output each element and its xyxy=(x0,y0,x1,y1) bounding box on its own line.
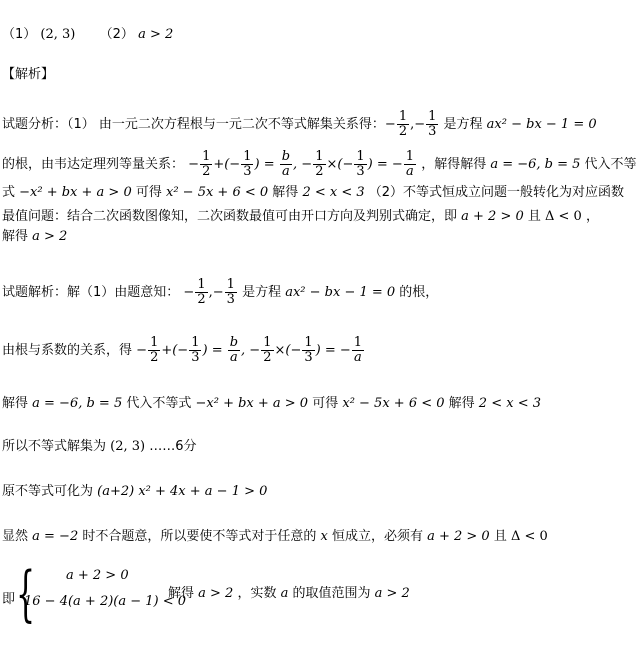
solution-line-3 xyxy=(2,395,541,413)
solution-l6-mid2: 恒成立，必须有 xyxy=(327,529,428,544)
solution-values: a = −6, b = 5 xyxy=(490,157,581,172)
solution-line-1 xyxy=(2,278,438,308)
analysis-result: a > 2 xyxy=(32,229,68,244)
solution-l3-mid1: 代入不等式 xyxy=(122,396,196,411)
solution-l6-delta: Δ < 0 xyxy=(510,529,548,544)
analysis-l3-suffix: （2）不等式恒成立问题一般转化为对应函数 xyxy=(364,185,625,200)
variable-x: x xyxy=(320,529,328,544)
inequality-1: −x² + bx + a > 0 xyxy=(19,185,132,200)
solution-l6-mid: 时不合题意，所以要使不等式对于任意的 xyxy=(78,529,321,544)
analysis-line-3 xyxy=(2,184,624,202)
analysis-line-1 xyxy=(2,110,597,140)
minus-sign: − xyxy=(384,117,396,132)
analysis-l3-prefix: 式 xyxy=(2,185,20,200)
left-brace: { xyxy=(16,559,36,629)
final-range: a > 2 xyxy=(374,586,410,601)
solution-l1-end: 的根， xyxy=(395,285,439,300)
solution-line-4 xyxy=(2,438,197,456)
analysis-l1-text: 试题分析：（1） 由一元二次方程根与一元二次不等式解集关系得： xyxy=(2,117,385,132)
analysis-l1-suffix: 是方程 xyxy=(439,117,487,132)
solution-l7-mid: 解得 xyxy=(168,586,199,601)
analysis-line-5 xyxy=(2,228,67,246)
fraction-one-half: $\frac{1}{2}$ xyxy=(398,109,408,139)
solution-l6-cond: a + 2 > 0 xyxy=(427,529,490,544)
solution-l2-text: 由根与系数的关系，得 xyxy=(2,343,133,358)
equation-quadratic: ax² − bx − 1 = 0 xyxy=(486,117,597,132)
vieta-equations-2: − $\frac{1}{2}$ +(− $\frac{1}{3}$ ) = $\frac{b}{a}$ , − $\frac{1}{2}$ ×(− $\frac{1}{3}$ ) = − $\frac{1}{a}$ xyxy=(136,335,363,365)
system-line-1: a + 2 > 0 xyxy=(66,568,129,583)
solution-l6-text: 显然 xyxy=(2,529,33,544)
analysis-l5-text: 解得 xyxy=(2,229,33,244)
solution-l3-ineq2: x² − 5x + 6 < 0 xyxy=(342,396,445,411)
solution-l3-ineq: −x² + bx + a > 0 xyxy=(195,396,309,411)
solution-l3-text: 解得 xyxy=(2,396,33,411)
roots-expression: − $\frac{1}{2}$ ,− $\frac{1}{3}$ xyxy=(183,277,235,307)
analysis-l3-mid1: 可得 xyxy=(131,185,166,200)
solution-l4-text: 所以不等式解集为 xyxy=(2,439,111,454)
answer-part2-value: a > 2 xyxy=(138,27,174,42)
solution-l7-a: a xyxy=(280,586,289,601)
solution-l3-mid2: 可得 xyxy=(308,396,343,411)
answer-line xyxy=(2,26,173,44)
solution-l7-tail xyxy=(168,582,410,601)
solution-line-2 xyxy=(2,336,365,366)
answer-part1-value: (2, 3) xyxy=(40,27,76,42)
solution-l6-and: 且 xyxy=(489,529,511,544)
fraction-one-third: $\frac{1}{3}$ xyxy=(428,109,437,139)
system-line-2: 16 − 4(a + 2)(a − 1) < 0 xyxy=(24,594,187,609)
analysis-l2-suffix: 代入不等 xyxy=(580,157,637,172)
analysis-l4-text: 最值问题：结合二次函数图像知，二次函数最值可由开口方向及判别式确定，即 xyxy=(2,209,462,224)
solution-line-6 xyxy=(2,528,548,546)
vieta-equations: − $\frac{1}{2}$ +(− $\frac{1}{3}$ ) = $\frac{b}{a}$ , − $\frac{1}{2}$ ×(− $\frac{1}{3}$ ) = − $\frac{1}{a}$ xyxy=(188,149,415,179)
solution-l3-result: 2 < x < 3 xyxy=(478,396,541,411)
solution-l1-suffix: 是方程 xyxy=(242,285,286,300)
a-equals-minus-two: a = −2 xyxy=(32,529,79,544)
solution-l7-mid2: ，实数 xyxy=(233,586,281,601)
score-note: ……6分 xyxy=(145,439,197,454)
analysis-l4-suffix: ， xyxy=(581,209,599,224)
solution-l7-result: a > 2 xyxy=(198,586,234,601)
inequality-2: x² − 5x + 6 < 0 xyxy=(166,185,269,200)
analysis-line-4 xyxy=(2,208,599,226)
comma-minus: ,− xyxy=(410,117,426,132)
solution-l3-mid3: 解得 xyxy=(444,396,479,411)
solution-set: (2, 3) xyxy=(110,439,146,454)
solution-line-5 xyxy=(2,483,267,501)
analysis-l2-text: 的根，由韦达定理列等量关系： xyxy=(2,157,185,172)
solution-l7-prefix: 即 xyxy=(2,592,16,607)
solution-l1-text: 试题解析：解（1）由题意知： xyxy=(2,285,180,300)
analysis-l3-mid2: 解得 xyxy=(268,185,303,200)
analysis-line-2 xyxy=(2,150,637,180)
solution-l5-text: 原不等式可化为 xyxy=(2,484,98,499)
rewritten-inequality: (a+2) x² + 4x + a − 1 > 0 xyxy=(97,484,268,499)
and-word: 且 xyxy=(523,209,546,224)
solution-l3-values: a = −6, b = 5 xyxy=(32,396,123,411)
solution-l7-mid3: 的取值范围为 xyxy=(288,586,375,601)
analysis-heading: 【解析】 xyxy=(2,67,55,82)
analysis-l2-mid: ，解得解得 xyxy=(421,157,491,172)
inequality-result: 2 < x < 3 xyxy=(302,185,365,200)
answer-part1-label: （1） xyxy=(2,27,37,42)
answer-part2-label: （2） xyxy=(99,27,134,42)
solution-equation: ax² − bx − 1 = 0 xyxy=(285,285,396,300)
condition-a: a + 2 > 0 xyxy=(461,209,524,224)
condition-delta: Δ < 0 xyxy=(545,209,582,224)
